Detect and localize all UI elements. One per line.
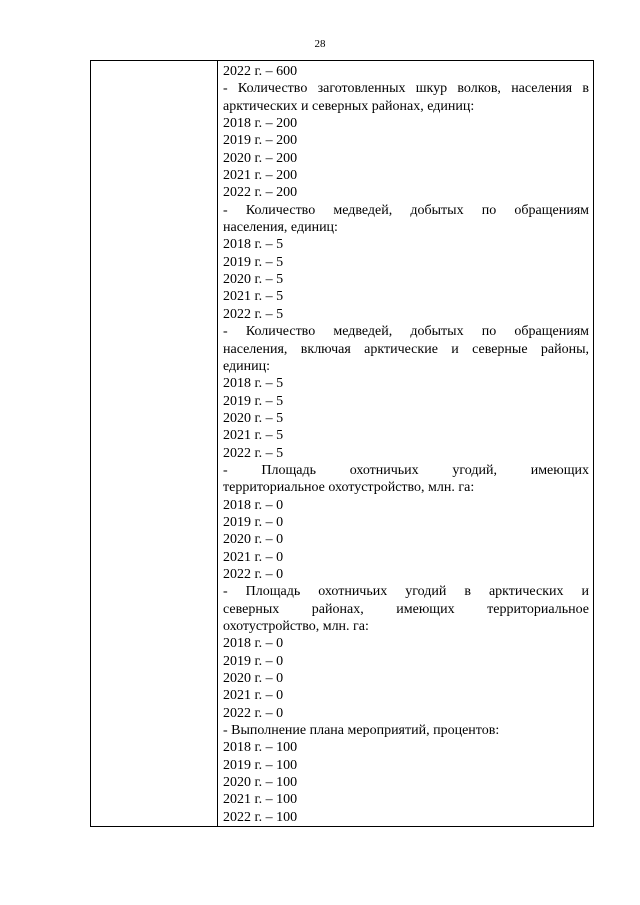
text-line: 2020 г. – 0 (223, 671, 284, 687)
text-line: 2018 г. – 5 (223, 376, 284, 392)
text-line: 2021 г. – 200 (223, 168, 298, 184)
text-line: - Количество медведей, добытых по обращениям (223, 324, 589, 340)
text-line: охотустройство, млн. га: (223, 619, 369, 634)
text-line: 2019 г. – 0 (223, 653, 284, 669)
text-line: - Площадь охотничьих угодий, имеющих (223, 462, 589, 478)
text-line: 2020 г. – 200 (223, 150, 298, 166)
text-line: - Количество заготовленных шкур волков, населения в (223, 81, 589, 97)
text-line: населения, включая арктические и северные районы, (223, 341, 589, 357)
text-line: - Площадь охотничьих угодий в арктических и (223, 584, 589, 600)
table-left-column (91, 61, 218, 826)
text-line: 2022 г. – 100 (223, 809, 298, 825)
text-line: 2019 г. – 5 (223, 393, 284, 409)
text-line: 2020 г. – 0 (223, 532, 284, 548)
text-line: 2020 г. – 100 (223, 775, 298, 791)
text-line: 2019 г. – 100 (223, 757, 298, 773)
text-line: 2018 г. – 0 (223, 497, 284, 513)
text-line: 2022 г. – 0 (223, 705, 284, 721)
text-line: северных районах, имеющих территориальное (223, 601, 589, 617)
text-line: 2021 г. – 0 (223, 549, 284, 565)
text-line: - Количество медведей, добытых по обращениям (223, 202, 589, 218)
text-line: 2022 г. – 5 (223, 445, 284, 461)
text-line: 2019 г. – 5 (223, 254, 284, 270)
text-line: территориальное охотустройство, млн. га: (223, 480, 475, 496)
text-line: 2018 г. – 5 (223, 237, 284, 253)
text-line: 2018 г. – 0 (223, 636, 284, 652)
text-line: населения, единиц: (223, 220, 338, 236)
text-line: 2021 г. – 5 (223, 428, 284, 444)
text-line: 2018 г. – 100 (223, 740, 298, 756)
text-line: 2020 г. – 5 (223, 272, 284, 288)
text-line: 2020 г. – 5 (223, 410, 284, 426)
text-line: 2022 г. – 600 (223, 64, 298, 79)
table-right-column (218, 61, 593, 826)
text-line: арктических и северных районах, единиц: (223, 98, 475, 114)
text-line: 2022 г. – 200 (223, 185, 298, 201)
text-line: 2018 г. – 200 (223, 116, 298, 132)
text-line: единиц: (223, 358, 271, 374)
page-number: 28 (314, 38, 326, 50)
text-line: 2021 г. – 5 (223, 289, 284, 305)
text-line: 2019 г. – 0 (223, 514, 284, 530)
text-line: - Выполнение плана мероприятий, процентов: (223, 723, 500, 739)
text-line: 2022 г. – 5 (223, 306, 284, 322)
text-line: 2021 г. – 100 (223, 792, 298, 808)
text-line: 2019 г. – 200 (223, 133, 298, 149)
document-table (90, 60, 594, 827)
text-line: 2021 г. – 0 (223, 688, 284, 704)
text-line: 2022 г. – 0 (223, 566, 284, 582)
